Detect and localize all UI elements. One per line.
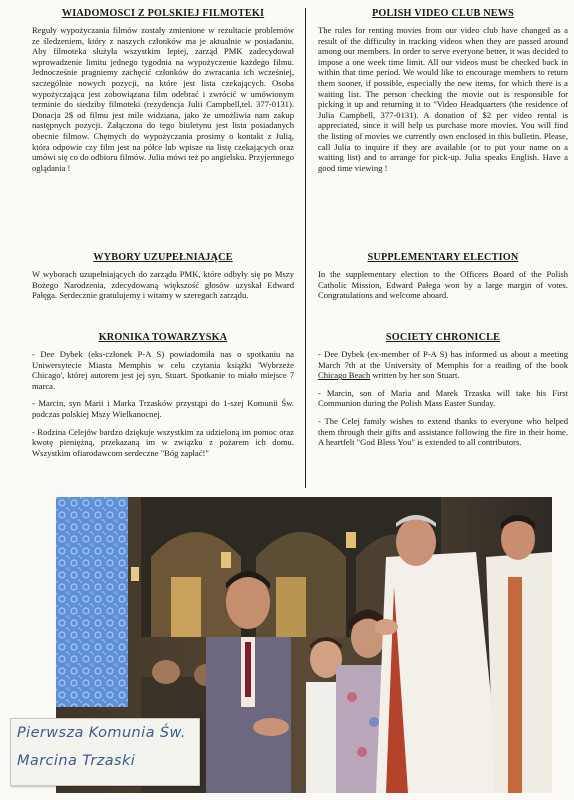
caption-line: Pierwsza Komunia Św. (17, 725, 186, 741)
column-divider (305, 8, 306, 488)
handwritten-caption (10, 718, 200, 786)
section-polish-video (32, 8, 294, 173)
section-heading: WIADOMOSCI Z POLSKIEJ FILMOTEKI (61, 8, 265, 19)
section-english-chronicle (318, 332, 568, 455)
section-body: In the supplementary election to the Officers Board of the Polish Catholic Mission, Edward Pałega won by a large margin of votes. Congratulations and welcome aboard. (318, 269, 568, 301)
section-body: W wyborach uzupełniających do zarządu PMK, które odbyły się po Mszy Bożego Narodzenia, zdecydowaną większość głosów uzyskał Edward Pałęga. Serdecznie gratulujemy i witamy w szeregach zarządu. (32, 269, 294, 301)
section-heading: SUPPLEMENTARY ELECTION (367, 252, 519, 263)
chronicle-item: - The Celej family wishes to extend thanks to everyone who helped them through their gifts and assistance following the fire in their home. A heartfelt "God Bless You" is extended to all contributors. (318, 415, 568, 448)
section-body: The rules for renting movies from our video club have changed as a result of the difficulty in tracking videos when they are passed around among our members. In order to serve everyone better, it was decided to impose a one week time limit. All our videos must be checked back in within that time period. We would like to encourage members to return them sooner, if possible, especially the new items, for which there is a waiting list. The person checking the movie out is responsible for picking it up and returning it to "Video Headquarters (the residence of Julia Campbell, 377-0131). A donation of $2 per video rental is appreciated, since it will help us purchase more movies. You will find the listing of movies we currently own enclosed in this bulletin. Please, call Julia to inquire if they are available (or to put your name on a waiting list) and to arrange for pick-up. Julia speaks English. Have a good time viewing ! (318, 25, 568, 173)
chronicle-item: - Marcin, syn Marii i Marka Trzasków przystąpi do 1-szej Komunii Św. podczas polskiej Mszy Wielkanocnej. (32, 398, 294, 419)
section-heading: KRONIKA TOWARZYSKA (98, 332, 228, 343)
section-english-election (318, 252, 568, 301)
chronicle-item: - Rodzina Celejów bardzo dziękuje wszystkim za udzieloną im pomoc oraz kwotę pieniężną, przekazaną im w związku z pożarem ich domu. Wszystkim ofiarodawcom serdeczne "Bóg zapłać!" (32, 426, 294, 458)
section-heading: POLISH VIDEO CLUB NEWS (371, 8, 515, 19)
chronicle-text: - Dee Dybek (ex-member of P-A S) has informed us about a meeting March 7th at the University of Memphis for a reading of the book (318, 349, 568, 370)
section-heading: WYBORY UZUPEŁNIAJĄCE (93, 252, 233, 263)
section-body: Reguły wypożyczania filmów zostały zmienione w rezultacie problemów ze śledzeniem, który z naszych członków ma je aktualnie w posiadaniu. Aby filmoteka służyła wszystkim lepiej, zarząd PMK zadecydował wprowadzenie limitu jednego tygodnia na wypożyczenie każdego filmu. Jednocześnie pragniemy zachęcić członków do zwracania ich wcześniej, szczególnie nowych pozycji, na które jest lista czekających. Osoba wypożyczająca jest zobowiązana film odebrać i zwrócić w umówionym terminie do siedziby filmoteki (rezydencja Julii Campbell,tel. 377-0131). Donacja 2$ od filmu jest mile widziana, jako że umożliwia nam zakup następnych pozycji. Załączona do tego biuletynu jest lista posiadanych obecnie filmow. Chętnych do wypożyczania prosimy o kontakt z Julią, która odpowie czy film jest na półce lub wpisze na listę czekających oraz umówi się co do odbioru filmów. Julia mówi też po angielsku. Przyjemnego oglądania ! (32, 25, 294, 173)
chronicle-item: - Marcin, son of Maria and Marek Trzaska will take his First Communion during the Polish Mass Easter Sunday. (318, 387, 568, 409)
chronicle-item (318, 349, 568, 381)
caption-line: Marcina Trzaski (17, 753, 136, 769)
section-heading: SOCIETY CHRONICLE (385, 332, 501, 343)
section-polish-chronicle (32, 332, 294, 465)
book-title: Chicago Beach (318, 370, 371, 381)
chronicle-item: - Dee Dybek (eks-członek P-A S) powiadomiła nas o spotkaniu na Uniwersytecie Miasta Memphis w celu czytania książki 'Wybrzeże Chicago', której autorem jest jej syn, Stuart. Spotkanie to miało miejsce 7 marca. (32, 349, 294, 391)
section-polish-election (32, 252, 294, 301)
chronicle-text: written by her son Stuart. (370, 370, 460, 381)
section-english-video (318, 8, 568, 173)
